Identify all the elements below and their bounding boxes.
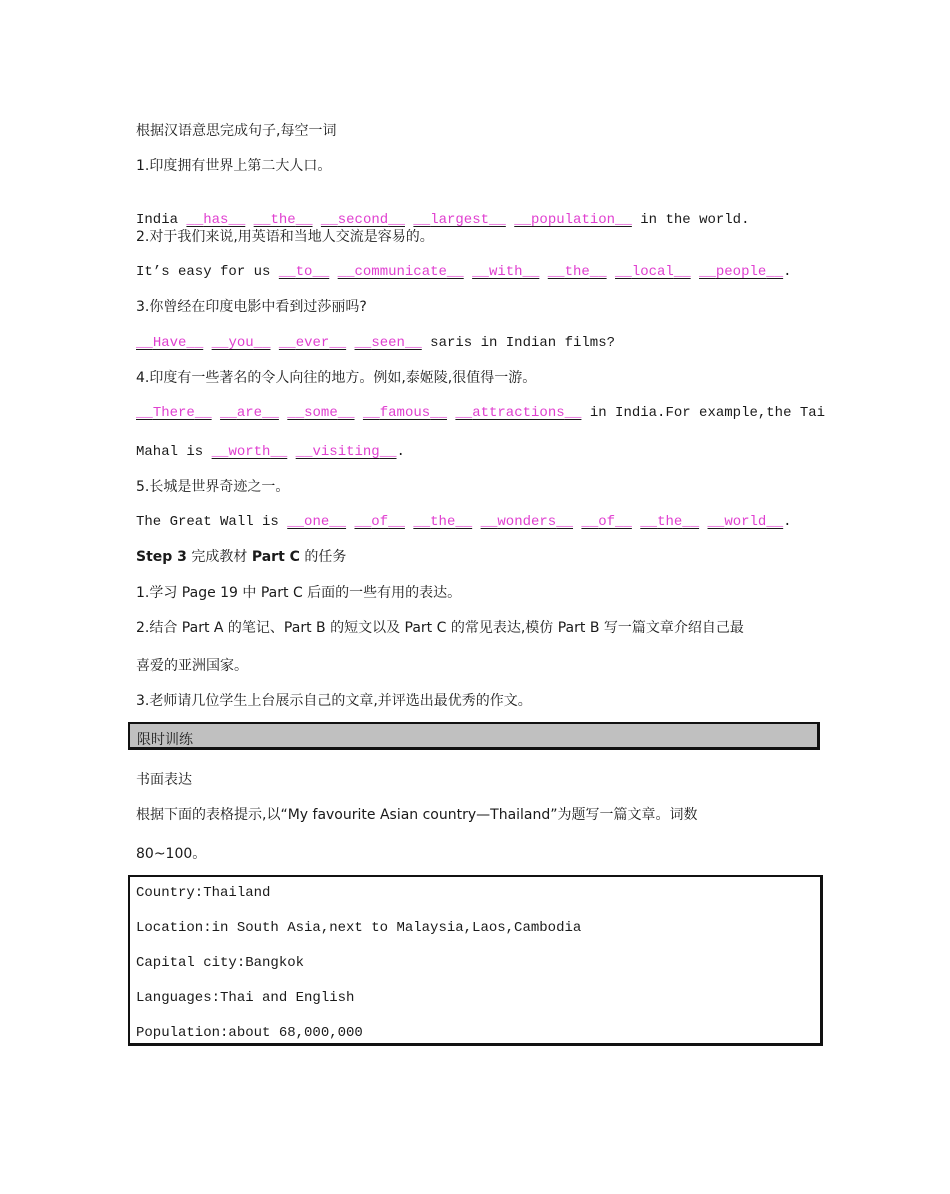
q4-start-b: Mahal is	[136, 444, 212, 460]
q5-blank-3: __the__	[413, 514, 473, 530]
q5-blank-1: __one__	[287, 514, 347, 530]
q3-blank-1: __Have__	[136, 335, 204, 351]
info-population: Population:about 68,000,000	[136, 1025, 363, 1041]
q1-blank-2: __the__	[253, 212, 313, 228]
q2-blank-5: __local__	[615, 264, 691, 280]
q5-blank-6: __the__	[640, 514, 700, 530]
step3-item-2a: 2.结合 Part A 的笔记、Part B 的短文以及 Part C 的常见表达,模仿 Part B 写一篇文章介绍自己最	[136, 620, 744, 636]
q5-blank-7: __world__	[707, 514, 784, 530]
q4-mid: in India.For example,the Tai	[581, 405, 826, 421]
writing-prompt-b: 80~100。	[136, 846, 207, 862]
q3-sentence	[136, 334, 615, 352]
step3-item-2b: 喜爱的亚洲国家。	[136, 658, 248, 674]
info-capital: Capital city:Bangkok	[136, 955, 305, 971]
q4-blank-4: __famous__	[362, 405, 447, 421]
q2-blank-1: __to__	[278, 264, 330, 280]
q2-blank-4: __the__	[547, 264, 607, 280]
q5-blank-5: __of__	[581, 514, 632, 530]
q4-sentence-b	[136, 443, 405, 461]
q5-end: .	[783, 514, 792, 530]
q4-sentence-a	[136, 404, 825, 422]
q2-blank-3: __with__	[472, 264, 540, 280]
q1-blank-5: __population__	[514, 212, 632, 228]
q4-blank-6: __worth__	[211, 444, 288, 460]
q5-blank-2: __of__	[354, 514, 405, 530]
info-box	[128, 875, 823, 1046]
q5-sentence	[136, 513, 792, 531]
q3-blank-2: __you__	[211, 335, 271, 351]
q1-end: in the world.	[631, 212, 750, 228]
q2-sentence	[136, 263, 792, 281]
q2-blank-6: __people__	[699, 264, 784, 280]
q4-blank-3: __some__	[287, 405, 355, 421]
instruction: 根据汉语意思完成句子,每空一词	[136, 123, 337, 139]
q2-start: It’s easy for us	[136, 264, 279, 280]
info-location: Location:in South Asia,next to Malaysia,Laos,Cambodia	[136, 920, 582, 936]
step3-heading: Step 3 完成教材 Part C 的任务	[136, 549, 347, 565]
step3-label: Step 3	[136, 549, 187, 565]
q2-end: .	[783, 264, 792, 280]
q1-start: India	[136, 212, 187, 228]
q5-prompt: 5.长城是世界奇迹之一。	[136, 479, 290, 495]
q4-blank-2: __are__	[220, 405, 279, 421]
writing-heading: 书面表达	[136, 772, 192, 788]
q4-blank-7: __visiting__	[295, 444, 397, 460]
q3-end: saris in Indian films?	[421, 335, 615, 351]
step3-item-1: 1.学习 Page 19 中 Part C 后面的一些有用的表达。	[136, 585, 462, 601]
info-languages: Languages:Thai and English	[136, 990, 355, 1006]
step3-item-3: 3.老师请几位学生上台展示自己的文章,并评选出最优秀的作文。	[136, 693, 532, 709]
q4-prompt: 4.印度有一些著名的令人向往的地方。例如,泰姬陵,很值得一游。	[136, 370, 537, 386]
q3-blank-4: __seen__	[354, 335, 422, 351]
q4-blank-5: __attractions__	[455, 405, 582, 421]
section-banner	[128, 722, 820, 750]
q1-blank-1: __has__	[186, 212, 246, 228]
info-country: Country:Thailand	[136, 885, 271, 901]
q2-blank-2: __communicate__	[337, 264, 464, 280]
q1-prompt: 1.印度拥有世界上第二大人口。	[136, 158, 332, 174]
q3-prompt: 3.你曾经在印度电影中看到过莎丽吗?	[136, 299, 367, 315]
q1-sentence	[136, 193, 749, 229]
q4-blank-1: __There__	[136, 405, 212, 421]
q1-blank-4: __largest__	[413, 212, 506, 228]
q4-end: .	[396, 444, 405, 460]
q5-start: The Great Wall is	[136, 514, 288, 530]
q3-blank-3: __ever__	[278, 335, 347, 351]
q5-blank-4: __wonders__	[480, 514, 574, 530]
q2-prompt: 2.对于我们来说,用英语和当地人交流是容易的。	[136, 229, 434, 245]
q1-blank-3: __second__	[320, 212, 405, 228]
writing-prompt-a: 根据下面的表格提示,以“My favourite Asian country—Thailand”为题写一篇文章。词数	[136, 807, 698, 823]
banner-label: 限时训练	[137, 732, 193, 748]
